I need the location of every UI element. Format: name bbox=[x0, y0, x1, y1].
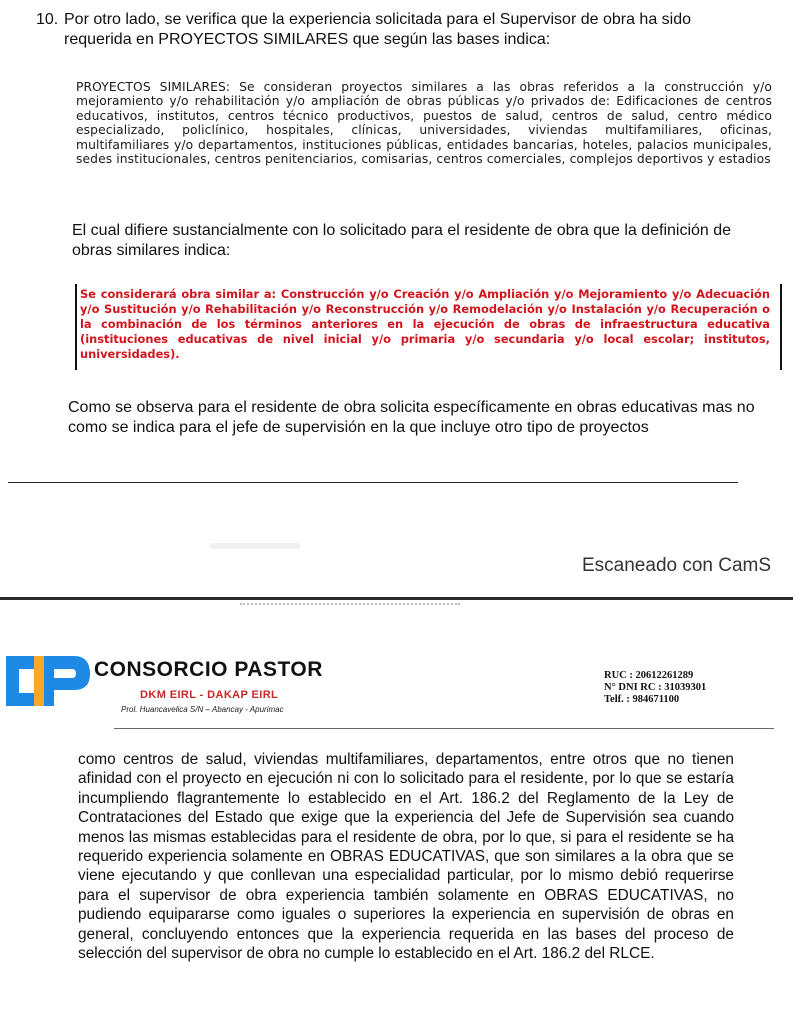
bases-quote-similar-projects: PROYECTOS SIMILARES: Se consideran proyectos similares a las obras referidos a la construcción y/o mejoramiento y/o rehabilitación y/o ampliación de obras públicas y/o privados de: Edificaciones de centros educativos, institutos, centros técnico productivos, puestos de salud, centros de salud, centro médico especializado, policlínico, hospitales, clínicas, universidades, viviendas multifamiliares, oficinas, multifamiliares y/o departamentos, instituciones públicas, entidades bancarias, hoteles, palacios municipales, sedes institucionales, centros penitenciarios, comisarias, centros comerciales, complejos deportivos y estadios bbox=[76, 80, 772, 167]
scan-artifact-line bbox=[240, 603, 460, 605]
ruc: RUC : 20612261289 bbox=[604, 670, 694, 681]
company-logo-icon bbox=[0, 652, 92, 710]
company-address: Prol. Huancavelica S/N – Abancay - Apurimac bbox=[121, 705, 284, 714]
scan-smudge bbox=[210, 543, 300, 549]
consortium-members: DKM EIRL - DAKAP EIRL bbox=[140, 689, 279, 701]
observation-paragraph: Como se observa para el residente de obra solicita específicamente en obras educativas mas no como se indica para el jefe de supervisión en la que incluye otro tipo de proyectos bbox=[68, 399, 755, 436]
item-number: 10. bbox=[36, 11, 59, 28]
dni-rc: N° DNI RC : 31039301 bbox=[604, 682, 707, 693]
resident-definition-quote: Se considerará obra similar a: Construcción y/o Creación y/o Ampliación y/o Mejoramiento y/o Adecuación y/o Sustitución y/o Rehabilitación y/o Reconstrucción y/o Remodelación y/o Instalación y/o Recuperación o la combinación de los términos anteriores en la ejecución de obras de infraestructura educativa (instituciones educativas de nivel inicial y/o primaria y/o secundaria y/o local escolar; institutos, universidades). bbox=[80, 287, 770, 361]
page-2-body: como centros de salud, viviendas multifamiliares, departamentos, entre otros que no tienen afinidad con el proyecto en ejecución ni con lo solicitado para el residente, por lo que se estaría incumpliendo flagrantemente lo establecido en el Art. 186.2 del Reglamento de la Ley de Contrataciones del Estado que exige que la experiencia del Jefe de Supervisión sea cuando menos las mismas establecidas para el residente de obra, por lo que, si para el residente se ha requerido experiencia solamente en OBRAS EDUCATIVAS, que son similares a la obra que se viene ejecutando y que conllevan una especialidad particular, por lo mismo debió requerirse para el supervisor de obra experiencia también solamente en OBRAS EDUCATIVAS, no pudiendo equipararse como iguales o superiores la experiencia en supervisión de obras en general, concluyendo entonces que la experiencia requerida en las bases del proceso de selección del supervisor de obra no cumple lo establecido en el Art. 186.2 del RLCE. bbox=[78, 751, 734, 963]
divider-line bbox=[8, 482, 738, 483]
header-rule bbox=[114, 728, 774, 729]
item-10-text: Por otro lado, se verifica que la experiencia solicitada para el Supervisor de obra ha sido requerida en PROYECTOS SIMILARES que según las bases indica: bbox=[64, 11, 692, 48]
company-identifiers bbox=[604, 670, 706, 706]
company-name: CONSORCIO PASTOR bbox=[94, 658, 323, 681]
differs-paragraph: El cual difiere sustancialmente con lo solicitado para el residente de obra que la definición de obras similares indica: bbox=[72, 222, 732, 259]
page-2 bbox=[0, 600, 793, 1024]
scanner-watermark: Escaneado con CamS bbox=[582, 555, 772, 576]
telephone: Telf. : 984671100 bbox=[604, 694, 680, 705]
